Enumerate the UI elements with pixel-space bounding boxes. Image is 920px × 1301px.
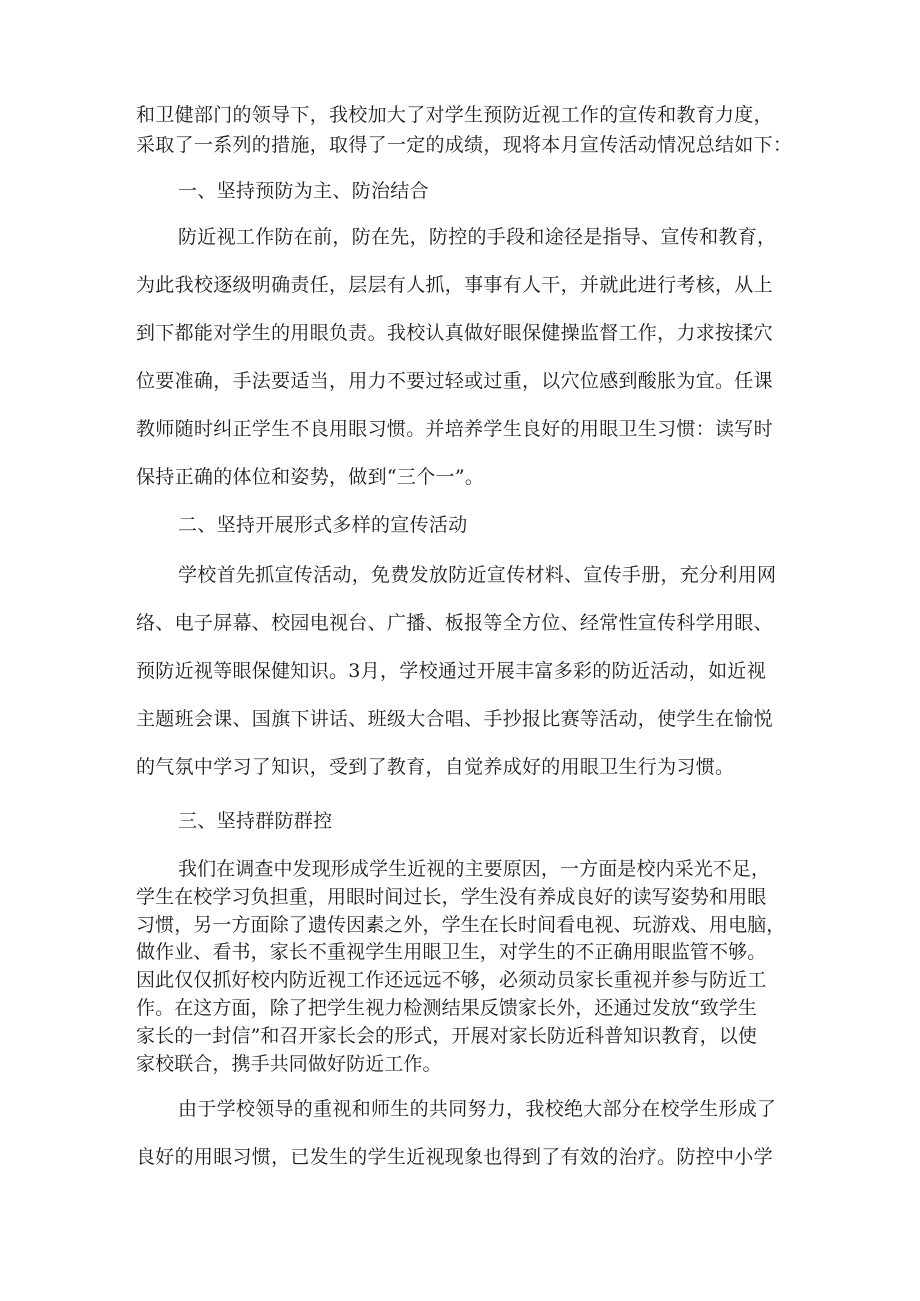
section-2-line-2: 络、电子屏幕、校园电视台、广播、板报等全方位、经常性宣传科学用眼、 [136,612,773,634]
section-1-line-4: 位要准确，手法要适当，用力不要过轻或过重，以穴位感到酸胀为宜。任课 [136,370,773,392]
section-3-heading: 三、坚持群防群控 [178,810,333,832]
conclusion-line-1: 由于学校领导的重视和师生的共同努力，我校绝大部分在校学生形成了 [178,1098,777,1120]
section-2-line-4: 主题班会课、国旗下讲话、班级大合唱、手抄报比赛等活动，使学生在愉悦 [136,708,773,730]
section-1-line-3: 到下都能对学生的用眼负责。我校认真做好眼保健操监督工作，力求按揉穴 [136,322,773,344]
section-3-line-8: 家校联合，携手共同做好防近工作。 [136,1053,442,1075]
section-2-line-1: 学校首先抓宣传活动，免费发放防近宣传材料、宣传手册，充分利用网 [178,564,777,586]
section-3-line-4: 做作业、看书，家长不重视学生用眼卫生，对学生的不正确用眼监管不够。 [136,941,767,963]
intro-line-2: 采取了一系列的措施，取得了一定的成绩，现将本月宣传活动情况总结如下： [136,134,793,156]
section-3-line-2: 学生在校学习负担重，用眼时间过长，学生没有养成良好的读写姿势和用眼 [136,886,767,908]
intro-line-1: 和卫健部门的领导下，我校加大了对学生预防近视工作的宣传和教育力度， [136,104,773,126]
section-2-heading: 二、坚持开展形式多样的宣传活动 [178,514,468,536]
section-1-heading: 一、坚持预防为主、防治结合 [178,180,429,202]
section-3-line-3: 习惯，另一方面除了遗传因素之外，学生在长时间看电视、玩游戏、用电脑， [136,914,786,936]
section-3-line-6: 作。在这方面，除了把学生视力检测结果反馈家长外，还通过发放“致学生 [136,997,758,1019]
section-2-line-3: 预防近视等眼保健知识。3月，学校通过开展丰富多彩的防近活动，如近视 [136,660,766,682]
section-3-line-7: 家长的一封信”和召开家长会的形式，开展对家长防近科普知识教育，以使 [136,1025,758,1047]
section-1-line-2: 为此我校逐级明确责任，层层有人抓，事事有人干，并就此进行考核，从上 [136,274,773,296]
section-2-line-5: 的气氛中学习了知识，受到了教育，自觉养成好的用眼卫生行为习惯。 [136,756,735,778]
section-1-line-5: 教师随时纠正学生不良用眼习惯。并培养学生良好的用眼卫生习惯：读写时 [136,418,773,440]
conclusion-line-2: 良好的用眼习惯，已发生的学生近视现象也得到了有效的治疗。防控中小学 [136,1146,773,1168]
section-3-line-1: 我们在调查中发现形成学生近视的主要原因，一方面是校内采光不足， [178,858,771,880]
section-1-line-6: 保持正确的体位和姿势，做到“三个一”。 [136,466,485,488]
section-3-line-5: 因此仅仅抓好校内防近视工作还远远不够，必须动员家长重视并参与防近工 [136,969,767,991]
section-1-line-1: 防近视工作防在前，防在先，防控的手段和途径是指导、宣传和教育， [178,226,777,248]
